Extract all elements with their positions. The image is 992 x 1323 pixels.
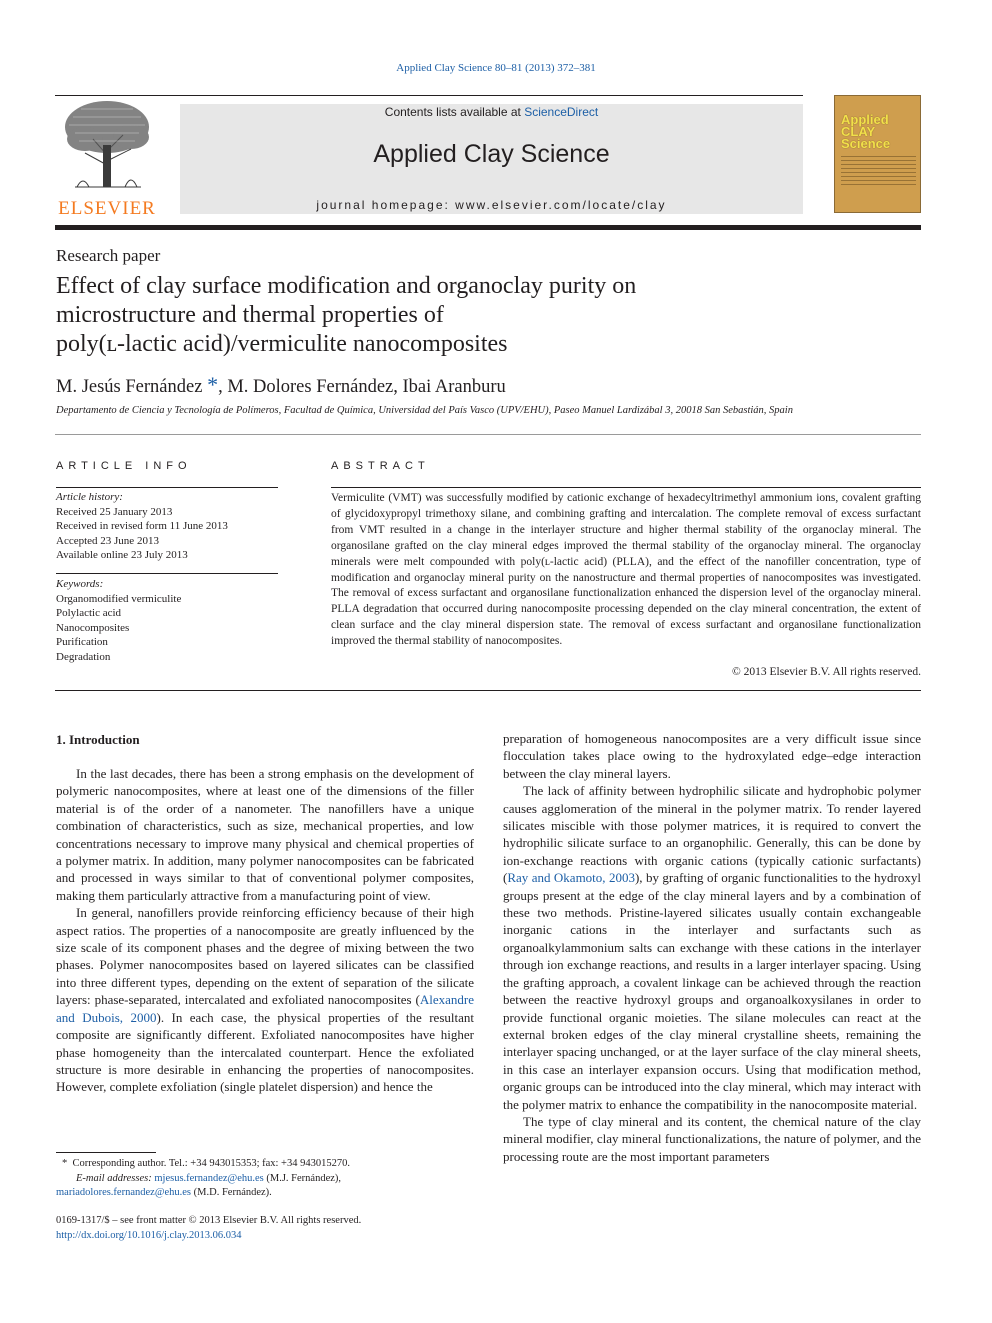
keywords	[56, 577, 181, 664]
keywords-label: Keywords:	[56, 578, 104, 590]
journal-cover-thumbnail[interactable]	[834, 95, 921, 213]
author-name: M. Jesús Fernández	[56, 377, 203, 397]
footnote-line	[56, 1186, 474, 1201]
body-paragraph	[503, 782, 921, 1113]
contents-prefix: Contents lists available at	[384, 105, 525, 119]
history-item: Received 25 January 2013	[56, 505, 173, 518]
email-owner: (M.J. Fernández),	[263, 1172, 342, 1184]
email-link[interactable]: mariadolores.fernandez@ehu.es	[56, 1187, 192, 1198]
history-item: Available online 23 July 2013	[56, 549, 188, 561]
abstract-rule	[331, 487, 921, 488]
affiliation: Departamento de Ciencia y Tecnología de Polímeros, Facultad de Química, Universidad del País Vasco (UPV/EHU), Paseo Manuel Lardizábal 3, 20018 San Sebastián, Spain	[56, 405, 793, 416]
article-info-rule	[56, 487, 278, 488]
body-paragraph: The type of clay mineral and its content, the chemical nature of the clay mineral modifier, clay mineral functionalizations, the nature of polymer, and the processing route are the most important parameters	[503, 1113, 921, 1164]
journal-citation[interactable]: Applied Clay Science 80–81 (2013) 372–381	[396, 62, 596, 74]
title-line: poly(ʟ-lactic acid)/vermiculite nanocomposites	[56, 331, 508, 357]
header-top-rule	[55, 95, 803, 96]
reference-link[interactable]: Ray and Okamoto, 2003	[507, 870, 635, 886]
keyword: Degradation	[56, 650, 111, 663]
email-link[interactable]: mjesus.fernandez@ehu.es	[154, 1172, 264, 1184]
author-list	[56, 372, 506, 398]
journal-homepage[interactable]: journal homepage: www.elsevier.com/locate/clay	[316, 198, 667, 212]
issn-line: 0169-1317/$ – see front matter © 2013 Elsevier B.V. All rights reserved.	[56, 1215, 362, 1226]
body-paragraph: preparation of homogeneous nanocomposites are a very difficult issue since flocculation takes place owing to the hydroxylated edge–edge interaction between the clay mineral layers.	[503, 731, 921, 781]
article-history	[56, 490, 228, 563]
email-label: E-mail addresses:	[76, 1172, 155, 1184]
sciencedirect-link[interactable]: ScienceDirect	[524, 105, 599, 119]
abstract-copyright: © 2013 Elsevier B.V. All rights reserved.	[732, 666, 921, 678]
text-run: The lack of affinity between hydrophilic silicate and hydrophobic polymer causes agglomeration of the mineral in the polymer matrix. To render layered silicates miscible with those polymer matrices, it is required to convert the hydrophilic silicate surface to an organophilic. Generally, this can be done by ion-exchange reactions with organic cations (typically cationic surfactants) (	[503, 783, 921, 886]
cover-title: Applied CLAY Science	[841, 112, 891, 151]
section-heading-introduction: 1. Introduction	[56, 732, 140, 747]
title-line: microstructure and thermal properties of	[56, 302, 444, 328]
history-item: Accepted 23 June 2013	[56, 534, 159, 547]
affiliation-divider	[55, 434, 921, 435]
article-type: Research paper	[56, 246, 161, 265]
keywords-rule	[56, 573, 278, 574]
journal-title: Applied Clay Science	[373, 140, 610, 168]
keyword: Polylactic acid	[56, 607, 122, 619]
footnote-contact: Corresponding author. Tel.: +34 943015353; fax: +34 943015270.	[72, 1158, 350, 1169]
doi-link[interactable]: http://dx.doi.org/10.1016/j.clay.2013.06.034	[56, 1229, 242, 1241]
cover-text-lines	[841, 156, 916, 186]
paper-title	[56, 272, 756, 359]
history-label: Article history:	[56, 491, 123, 503]
footnote-star: *	[62, 1158, 68, 1169]
title-line: Effect of clay surface modification and organoclay purity on	[56, 273, 637, 299]
body-column-right	[503, 730, 921, 1165]
keyword: Nanocomposites	[56, 621, 130, 634]
article-info-heading: ARTICLE INFO	[56, 460, 192, 472]
history-item: Received in revised form 11 June 2013	[56, 520, 228, 532]
body-column-left	[56, 765, 474, 1096]
corresponding-author-footnote	[56, 1157, 474, 1201]
text-run: ), by grafting of organic functionalities to the hydroxyl groups present at the edge of the clay mineral layers and by a combination of these two methods. Pristine-layered silicates usually contain exchangeable inorganic cations in the interlayer and surfactants such as organoalkylammonium salts can exchange with these cations in the interlayer through ion exchange reactions, and results in a larger interlayer spacing. Using the grafting approach, a covalent linkage can be achieved through the reaction between the reactive hydroxyl groups and organoalkoxysilanes in order to provide functional organic moieties. The silane molecules can react at the external broken edges of the clay mineral crystalline sheets, remaining the interlayer spacing unchanged, or at the layer surface of the clay mineral sheets, in this case an interlayer expansion occurs. Using that modification method, organic groups can be introduced into the clay mineral, which may interact with the polymer matrix to enhance the compatibility in the nanocomposite material.	[503, 870, 921, 1112]
elsevier-logo	[55, 95, 159, 219]
journal-banner	[180, 104, 803, 214]
abstract-bottom-rule	[55, 690, 921, 691]
email-owner: (M.D. Fernández).	[191, 1187, 272, 1198]
footnote-line	[56, 1172, 474, 1187]
header-bottom-rule	[55, 225, 921, 230]
elsevier-tree-icon	[55, 95, 159, 191]
footnote-line	[56, 1157, 474, 1172]
elsevier-wordmark: ELSEVIER	[58, 198, 156, 219]
contents-line	[180, 105, 803, 119]
footnote-rule	[56, 1152, 156, 1153]
reference-link[interactable]: Alexandre and Dubois, 2000	[56, 992, 474, 1025]
keyword: Purification	[56, 636, 108, 648]
front-matter	[56, 1214, 474, 1243]
text-run: In general, nanofillers provide reinforcing efficiency because of their high aspect ratios. The properties of a nanocomposite are greatly influenced by the size scale of its component phases and the degree of mixing between the two phases. Polymer nanocomposites based on layered silicates can be classified into three different types, depending on the extent of separation of the silicate layers: phase-separated, intercalated and exfoliated nanocomposites (	[56, 905, 474, 1008]
text-run: ). In each case, the physical properties of the resultant composite are significantly different. Exfoliated nanocomposites have higher phase homogeneity than the intercalated counterpart. Hence the exfoliated structure is more desirable in enhancing the properties of nanocomposites. However, complete exfoliation (single platelet dispersion) and hence the	[56, 1009, 474, 1095]
body-paragraph	[56, 904, 474, 1095]
abstract-text: Vermiculite (VMT) was successfully modified by cationic exchange of hexadecyltrimethyl ammonium ions, covalent grafting of glycidoxypropyl trimethoxy silane, and combining grafting and intercalation. The complete removal of excess surfactant from VMT resulted in a change in the interlayer structure and higher thermal stability of the organoclay mineral. The organosilane grafted on the clay mineral edges improved the thermal stability of the organoclay mineral. The organoclay minerals were melt compounded with poly(ʟ-lactic acid) (PLLA), and the effect of the nanofiller concentration, type of modification and organoclay mineral purity on the nanostructure and thermal properties of nanocomposites was investigated. The removal of excess surfactant and organosilane functionalization enhanced the dispersion level of the organoclay mineral. PLLA degradation that occurred during nanocomposite processing depended on the clay mineral concentration, the extent of clean surface and the clay mineral dispersion state. The removal of excess surfactant and organosilane functionalization improved the thermal stability of nanocomposites.	[331, 492, 921, 648]
corresponding-author-star[interactable]: *	[207, 372, 219, 397]
abstract-heading: ABSTRACT	[331, 460, 430, 472]
author-names: , M. Dolores Fernández, Ibai Aranburu	[218, 377, 506, 397]
keyword: Organomodified vermiculite	[56, 592, 182, 605]
body-paragraph: In the last decades, there has been a strong emphasis on the development of polymeric nanocomposites, where at least one of the dimensions of the filler material is of the order of a nanometer. The nanofillers have a unique combination of characteristics, such as size, mechanical properties, and low concentrations necessary to improve many physical and chemical properties of a polymer matrix. In addition, many polymer nanocomposites can be fabricated and processed in ways similar to that of conventional polymer composites, making them particularly attractive from a manufacturing point of view.	[56, 766, 474, 903]
